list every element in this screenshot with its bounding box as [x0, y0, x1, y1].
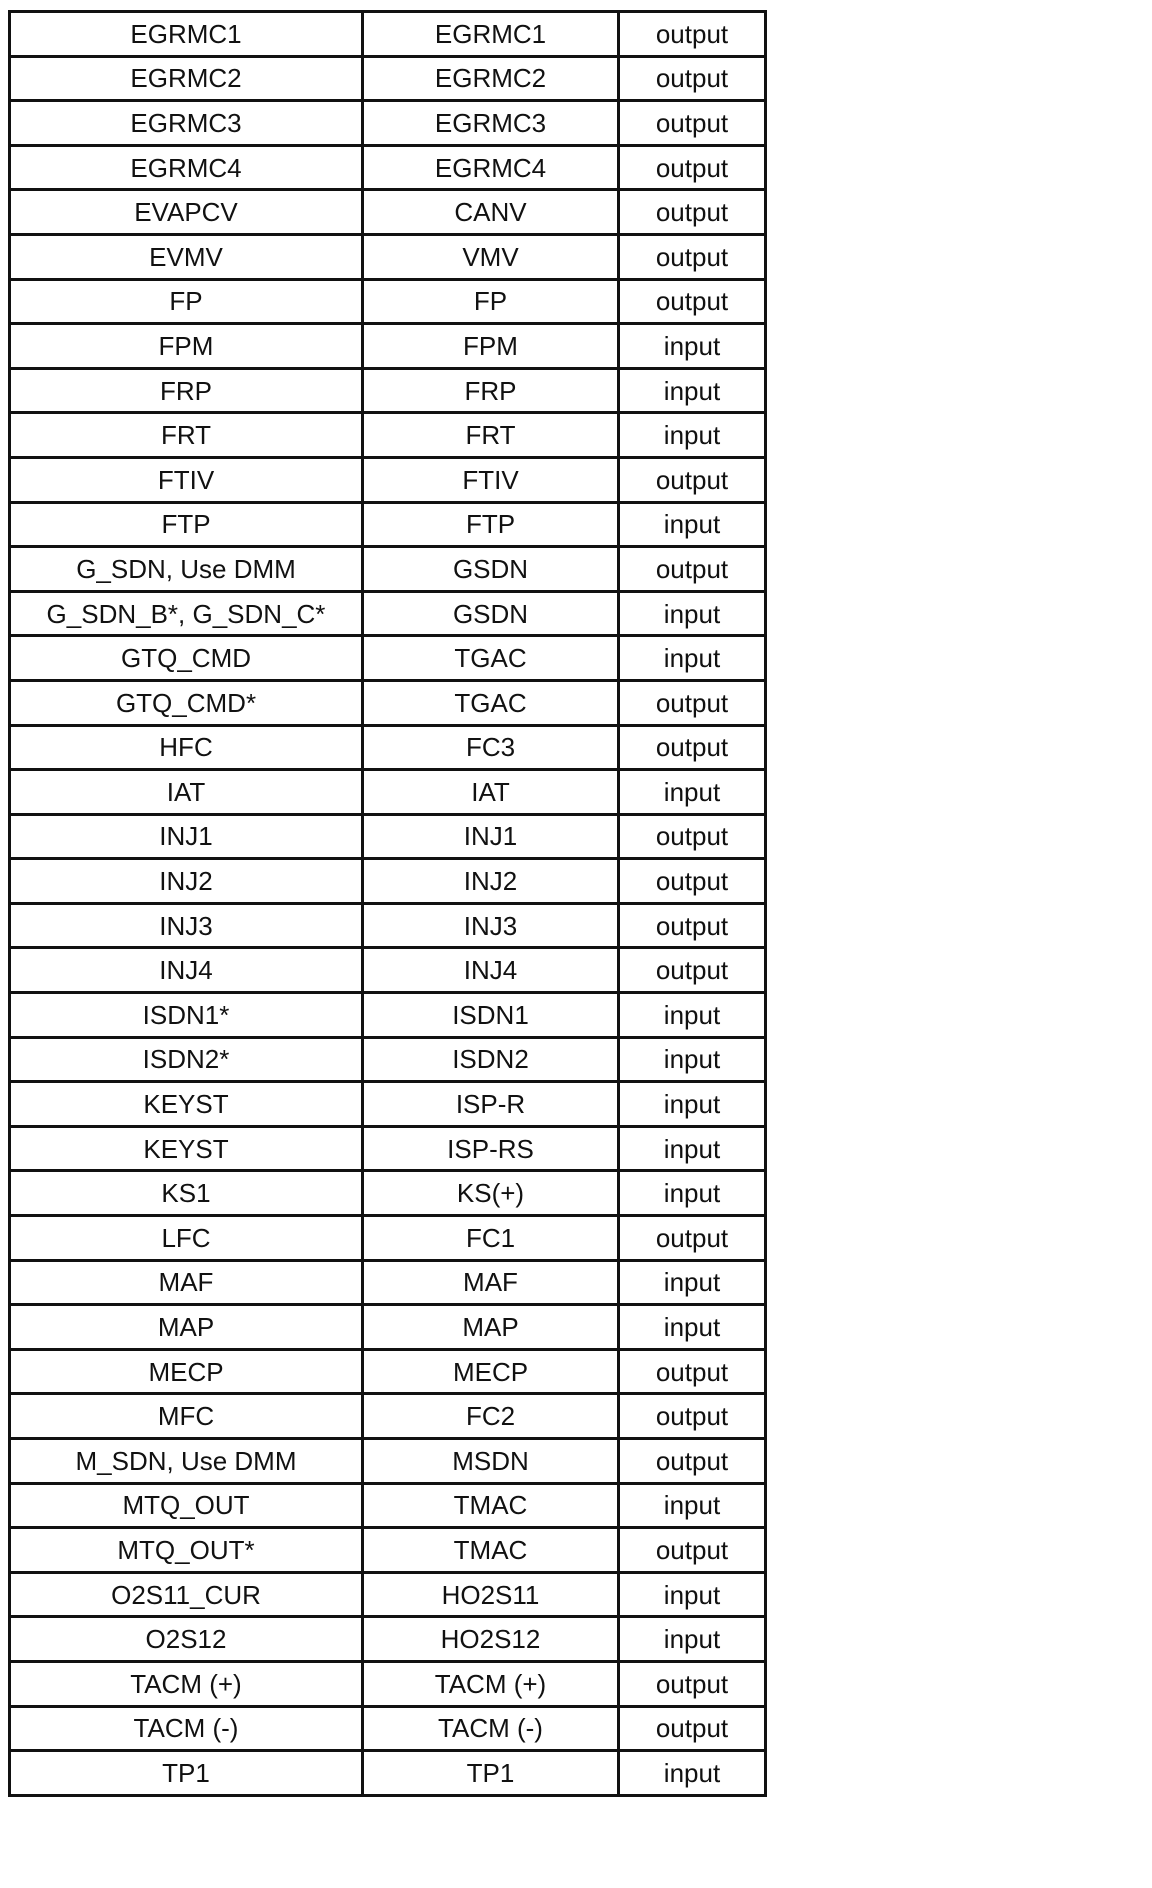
table-row	[10, 859, 766, 904]
signal-name-cell: MAP	[10, 1305, 363, 1350]
table-row	[10, 1661, 766, 1706]
signal-table-body	[10, 12, 766, 1796]
direction-cell: input	[619, 1171, 766, 1216]
table-row	[10, 1082, 766, 1127]
table-row	[10, 279, 766, 324]
pin-name-cell: MAF	[363, 1260, 619, 1305]
pin-name-cell: EGRMC2	[363, 56, 619, 101]
table-row	[10, 56, 766, 101]
pin-name-cell: INJ4	[363, 948, 619, 993]
table-row	[10, 324, 766, 369]
direction-cell: output	[619, 547, 766, 592]
direction-cell: input	[619, 1572, 766, 1617]
pin-name-cell: TACM (-)	[363, 1706, 619, 1751]
direction-cell: input	[619, 1082, 766, 1127]
table-row	[10, 368, 766, 413]
table-row	[10, 413, 766, 458]
table-row	[10, 1216, 766, 1261]
direction-cell: output	[619, 1528, 766, 1573]
pin-name-cell: FPM	[363, 324, 619, 369]
table-row	[10, 502, 766, 547]
signal-name-cell: IAT	[10, 770, 363, 815]
direction-cell: input	[619, 1751, 766, 1796]
direction-cell: output	[619, 190, 766, 235]
signal-name-cell: FRP	[10, 368, 363, 413]
direction-cell: input	[619, 413, 766, 458]
pin-name-cell: FP	[363, 279, 619, 324]
pin-name-cell: MSDN	[363, 1439, 619, 1484]
table-row	[10, 1394, 766, 1439]
direction-cell: output	[619, 725, 766, 770]
signal-name-cell: ISDN1*	[10, 993, 363, 1038]
signal-name-cell: TP1	[10, 1751, 363, 1796]
pin-name-cell: HO2S11	[363, 1572, 619, 1617]
pin-name-cell: VMV	[363, 234, 619, 279]
direction-cell: output	[619, 1349, 766, 1394]
signal-name-cell: KS1	[10, 1171, 363, 1216]
table-row	[10, 1751, 766, 1796]
direction-cell: output	[619, 948, 766, 993]
table-row	[10, 1617, 766, 1662]
pin-name-cell: EGRMC4	[363, 145, 619, 190]
table-row	[10, 12, 766, 57]
table-row	[10, 1171, 766, 1216]
pin-name-cell: FTIV	[363, 457, 619, 502]
table-row	[10, 1439, 766, 1484]
direction-cell: input	[619, 1037, 766, 1082]
signal-name-cell: TACM (+)	[10, 1661, 363, 1706]
signal-name-cell: TACM (-)	[10, 1706, 363, 1751]
direction-cell: input	[619, 993, 766, 1038]
pin-name-cell: FC2	[363, 1394, 619, 1439]
direction-cell: input	[619, 1305, 766, 1350]
pin-name-cell: MECP	[363, 1349, 619, 1394]
pin-name-cell: INJ1	[363, 814, 619, 859]
signal-name-cell: O2S12	[10, 1617, 363, 1662]
direction-cell: input	[619, 324, 766, 369]
direction-cell: output	[619, 1394, 766, 1439]
table-row	[10, 1349, 766, 1394]
signal-name-cell: FP	[10, 279, 363, 324]
signal-table	[8, 10, 767, 1797]
direction-cell: input	[619, 368, 766, 413]
pin-name-cell: TMAC	[363, 1528, 619, 1573]
pin-name-cell: ISP-R	[363, 1082, 619, 1127]
direction-cell: output	[619, 1661, 766, 1706]
signal-name-cell: GTQ_CMD*	[10, 680, 363, 725]
direction-cell: output	[619, 680, 766, 725]
direction-cell: input	[619, 591, 766, 636]
table-row	[10, 725, 766, 770]
signal-name-cell: GTQ_CMD	[10, 636, 363, 681]
pin-name-cell: FRP	[363, 368, 619, 413]
table-row	[10, 1126, 766, 1171]
signal-name-cell: MTQ_OUT	[10, 1483, 363, 1528]
direction-cell: output	[619, 814, 766, 859]
pin-name-cell: HO2S12	[363, 1617, 619, 1662]
signal-name-cell: FPM	[10, 324, 363, 369]
direction-cell: input	[619, 770, 766, 815]
table-row	[10, 1305, 766, 1350]
direction-cell: output	[619, 903, 766, 948]
direction-cell: output	[619, 234, 766, 279]
signal-name-cell: INJ3	[10, 903, 363, 948]
pin-name-cell: TACM (+)	[363, 1661, 619, 1706]
pin-name-cell: FRT	[363, 413, 619, 458]
direction-cell: output	[619, 859, 766, 904]
table-row	[10, 1528, 766, 1573]
direction-cell: output	[619, 56, 766, 101]
table-row	[10, 903, 766, 948]
signal-name-cell: FTP	[10, 502, 363, 547]
table-row	[10, 1483, 766, 1528]
signal-name-cell: O2S11_CUR	[10, 1572, 363, 1617]
pin-name-cell: TP1	[363, 1751, 619, 1796]
signal-name-cell: EVAPCV	[10, 190, 363, 235]
direction-cell: output	[619, 101, 766, 146]
direction-cell: output	[619, 1706, 766, 1751]
pin-name-cell: INJ2	[363, 859, 619, 904]
table-row	[10, 636, 766, 681]
pin-name-cell: FC3	[363, 725, 619, 770]
pin-name-cell: KS(+)	[363, 1171, 619, 1216]
pin-name-cell: TGAC	[363, 636, 619, 681]
signal-name-cell: EVMV	[10, 234, 363, 279]
direction-cell: input	[619, 502, 766, 547]
signal-name-cell: INJ1	[10, 814, 363, 859]
direction-cell: output	[619, 12, 766, 57]
pin-name-cell: FTP	[363, 502, 619, 547]
pin-name-cell: TGAC	[363, 680, 619, 725]
pin-name-cell: TMAC	[363, 1483, 619, 1528]
table-row	[10, 1706, 766, 1751]
pin-name-cell: CANV	[363, 190, 619, 235]
signal-name-cell: ISDN2*	[10, 1037, 363, 1082]
table-row	[10, 457, 766, 502]
table-row	[10, 101, 766, 146]
pin-name-cell: EGRMC3	[363, 101, 619, 146]
direction-cell: input	[619, 1617, 766, 1662]
signal-name-cell: G_SDN, Use DMM	[10, 547, 363, 592]
signal-name-cell: HFC	[10, 725, 363, 770]
signal-name-cell: EGRMC4	[10, 145, 363, 190]
signal-name-cell: INJ2	[10, 859, 363, 904]
signal-name-cell: INJ4	[10, 948, 363, 993]
table-row	[10, 591, 766, 636]
direction-cell: output	[619, 145, 766, 190]
pin-name-cell: EGRMC1	[363, 12, 619, 57]
signal-name-cell: LFC	[10, 1216, 363, 1261]
pin-name-cell: INJ3	[363, 903, 619, 948]
signal-name-cell: G_SDN_B*, G_SDN_C*	[10, 591, 363, 636]
table-row	[10, 547, 766, 592]
table-row	[10, 1572, 766, 1617]
signal-name-cell: MTQ_OUT*	[10, 1528, 363, 1573]
direction-cell: output	[619, 457, 766, 502]
signal-name-cell: KEYST	[10, 1126, 363, 1171]
signal-name-cell: EGRMC2	[10, 56, 363, 101]
pin-name-cell: ISDN2	[363, 1037, 619, 1082]
pin-name-cell: GSDN	[363, 547, 619, 592]
signal-name-cell: FRT	[10, 413, 363, 458]
direction-cell: input	[619, 1483, 766, 1528]
table-row	[10, 993, 766, 1038]
pin-name-cell: ISP-RS	[363, 1126, 619, 1171]
table-row	[10, 234, 766, 279]
table-row	[10, 948, 766, 993]
pin-name-cell: MAP	[363, 1305, 619, 1350]
direction-cell: input	[619, 1260, 766, 1305]
table-row	[10, 680, 766, 725]
signal-name-cell: M_SDN, Use DMM	[10, 1439, 363, 1484]
signal-name-cell: EGRMC3	[10, 101, 363, 146]
table-row	[10, 1037, 766, 1082]
signal-name-cell: EGRMC1	[10, 12, 363, 57]
signal-name-cell: FTIV	[10, 457, 363, 502]
direction-cell: input	[619, 1126, 766, 1171]
pin-name-cell: ISDN1	[363, 993, 619, 1038]
pin-name-cell: FC1	[363, 1216, 619, 1261]
signal-name-cell: KEYST	[10, 1082, 363, 1127]
signal-name-cell: MECP	[10, 1349, 363, 1394]
direction-cell: input	[619, 636, 766, 681]
pin-name-cell: IAT	[363, 770, 619, 815]
direction-cell: output	[619, 1216, 766, 1261]
pin-name-cell: GSDN	[363, 591, 619, 636]
table-row	[10, 145, 766, 190]
signal-name-cell: MFC	[10, 1394, 363, 1439]
direction-cell: output	[619, 279, 766, 324]
signal-name-cell: MAF	[10, 1260, 363, 1305]
table-row	[10, 770, 766, 815]
table-row	[10, 1260, 766, 1305]
table-row	[10, 814, 766, 859]
table-row	[10, 190, 766, 235]
direction-cell: output	[619, 1439, 766, 1484]
